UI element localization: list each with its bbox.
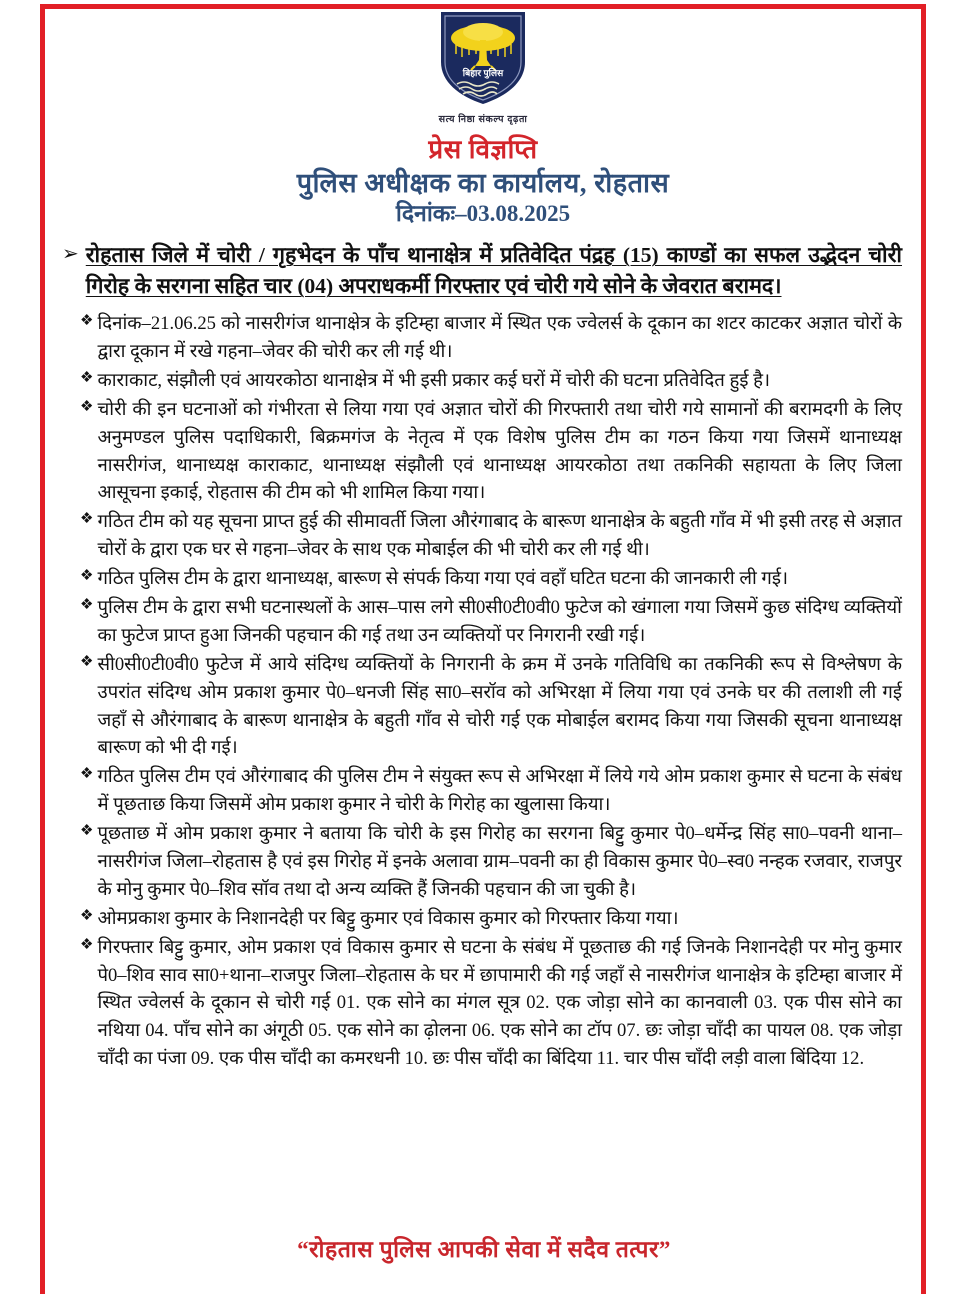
press-release-title: प्रेस विज्ञप्ति [428, 135, 538, 164]
list-item [80, 396, 902, 508]
bihar-police-emblem-icon [431, 10, 535, 106]
list-item [80, 820, 902, 904]
emblem-motto: सत्य निष्ठा संकल्प दृढ़ता [438, 114, 528, 125]
bullet-list [58, 310, 908, 1073]
list-item [80, 905, 902, 933]
list-item [80, 763, 902, 819]
diamond-bullet-icon: ❖ [80, 313, 94, 330]
list-item-text: सी0सी0टी0वी0 फुटेज में आये संदिग्ध व्यक्तियों के निगरानी के क्रम में उनके गतिविधि का तकनिकी रूप से विश्लेषण के उपरांत संदिग्ध ओम प्रकाश कुमार पे0–धनजी सिंह सा0–सरॉव को अभिरक्षा में लिया गया एवं उनके घर की तलाशी ली गई जहाँ से औरंगाबाद के बारूण थानाक्षेत्र के बहुती गाँव से चोरी गई एक मोबाईल बरामद किया गया जिसकी सूचना थानाध्यक्ष बारूण को भी दी गई। [97, 653, 902, 759]
diamond-bullet-icon: ❖ [80, 369, 94, 386]
diamond-bullet-icon: ❖ [80, 823, 94, 840]
list-item [80, 310, 902, 366]
diamond-bullet-icon: ❖ [80, 568, 94, 585]
diamond-bullet-icon: ❖ [80, 653, 94, 670]
diamond-bullet-icon: ❖ [80, 936, 94, 953]
list-item [80, 367, 902, 395]
list-item-text: ओमप्रकाश कुमार के निशानदेही पर बिट्टु कुमार एवं विकास कुमार को गिरफ्तार किया गया। [97, 907, 679, 929]
list-item-text: चोरी की इन घटनाओं को गंभीरता से लिया गया एवं अज्ञात चोरों की गिरफ्तारी तथा चोरी गये सामानों की बरामदगी के लिए अनुमण्डल पुलिस पदाधिकारी, बिक्रमगंज के नेतृत्व में एक विशेष पुलिस टीम का गठन किया गया जिसमें थानाध्यक्ष नासरीगंज, थानाध्यक्ष काराकाट, थानाध्यक्ष संझौली एवं थानाध्यक्ष आयरकोठा तथा तकनिकी सहायता के लिए जिला आसूचना इकाई, रोहतास की टीम को भी शामिल किया गया। [97, 398, 902, 504]
arrow-bullet-icon: ➢ [62, 242, 79, 265]
list-item-text: पुलिस टीम के द्वारा सभी घटनास्थलों के आस–पास लगे सी0सी0टी0वी0 फुटेज को खंगाला गया जिसमें कुछ संदिग्ध व्यक्तियों का फुटेज प्राप्त हुआ जिनकी पहचान की गई तथा उन व्यक्तियों पर निगरानी रखी गई। [97, 596, 902, 646]
list-item-text: गिरफ्तार बिट्टु कुमार, ओम प्रकाश एवं विकास कुमार से घटना के संबंध में पूछताछ की गई जिनके निशानदेही पर मोनु कुमार पे0–शिव साव सा0+थाना–राजपुर जिला–रोहतास के घर में छापामारी की गई जहाँ से नासरीगंज थानाक्षेत्र के इटिम्हा बाजार में स्थित ज्वेलर्स के दूकान से चोरी गई 01. एक सोने का मंगल सूत्र 02. एक जोड़ा सोने का कानवाली 03. एक पीस सोने का नथिया 04. पाँच सोने का अंगूठी 05. एक सोने का ढ़ोलना 06. एक सोने का टॉप 07. छः जोड़ा चाँदी का पायल 08. एक जोड़ा चाँदी का पंजा 09. एक पीस चाँदी का कमरधनी 10. छः पीस चाँदी का बिंदिया 11. चार पीस चाँदी लड़ी वाला बिंदिया 12. [97, 936, 902, 1070]
diamond-bullet-icon: ❖ [80, 766, 94, 783]
list-item [80, 594, 902, 650]
diamond-bullet-icon: ❖ [80, 511, 94, 528]
list-item [80, 508, 902, 564]
list-item [80, 651, 902, 763]
document-content [48, 4, 920, 1074]
diamond-bullet-icon: ❖ [80, 596, 94, 613]
diamond-bullet-icon: ❖ [80, 398, 94, 415]
list-item [80, 934, 902, 1073]
footer-tagline: “रोहतास पुलिस आपकी सेवा में सदैव तत्पर” [297, 1237, 671, 1262]
emblem-block [58, 10, 908, 125]
list-item-text: पूछताछ में ओम प्रकाश कुमार ने बताया कि चोरी के इस गिरोह का सरगना बिट्टु कुमार पे0–धर्मेन्द्र सिंह सा0–पवनी थाना–नासरीगंज जिला–रोहतास है एवं इस गिरोह में इनके अलावा ग्राम–पवनी का ही विकास कुमार पे0–स्व0 नन्हक रजवार, राजपुर के मोनु कुमार पे0–शिव सॉव तथा दो अन्य व्यक्ति हैं जिनकी पहचान की जा चुकी है। [97, 823, 902, 900]
list-item-text: काराकाट, संझौली एवं आयरकोठा थानाक्षेत्र में भी इसी प्रकार कई घरों में चोरी की घटना प्रतिवेदित हुई है। [97, 369, 771, 391]
headline [58, 240, 908, 303]
diamond-bullet-icon: ❖ [80, 907, 94, 924]
list-item [80, 565, 902, 593]
office-title: पुलिस अधीक्षक का कार्यालय, रोहतास [296, 167, 670, 198]
list-item-text: गठित पुलिस टीम एवं औरंगाबाद की पुलिस टीम ने संयुक्त रूप से अभिरक्षा में लिये गये ओम प्रकाश कुमार से घटना के संबंध में पूछताछ किया जिसमें ओम प्रकाश कुमार ने चोरी के गिरोह का खुलासा किया। [97, 766, 902, 816]
list-item-text: गठित टीम को यह सूचना प्राप्त हुई की सीमावर्ती जिला औरंगाबाद के बारूण थानाक्षेत्र के बहुती गाँव में भी इसी तरह से अज्ञात चोरों के द्वारा एक घर से गहना–जेवर के साथ एक मोबाईल की भी चोरी कर ली गई थी। [97, 511, 902, 561]
list-item-text: गठित पुलिस टीम के द्वारा थानाध्यक्ष, बारूण से संपर्क किया गया एवं वहाँ घटित घटना की जानकारी ली गई। [97, 568, 789, 590]
issue-date: दिनांकः–03.08.2025 [395, 201, 571, 227]
list-item-text: दिनांक–21.06.25 को नासरीगंज थानाक्षेत्र के इटिम्हा बाजार में स्थित एक ज्वेलर्स के दूकान का शटर काटकर अज्ञात चोरों के द्वारा दूकान में रखे गहना–जेवर की चोरी कर ली गई थी। [97, 313, 902, 362]
svg-text:बिहार पुलिस: बिहार पुलिस [462, 68, 504, 78]
headline-text: रोहतास जिले में चोरी / गृहभेदन के पाँच थानाक्षेत्र में प्रतिवेदित पंद्रह (15) काण्डों का सफल उद्भेदन चोरी गिरोह के सरगना सहित चार (04) अपराधकर्मी गिरफ्तार एवं चोरी गये सोने के जेवरात बरामद। [85, 242, 902, 299]
